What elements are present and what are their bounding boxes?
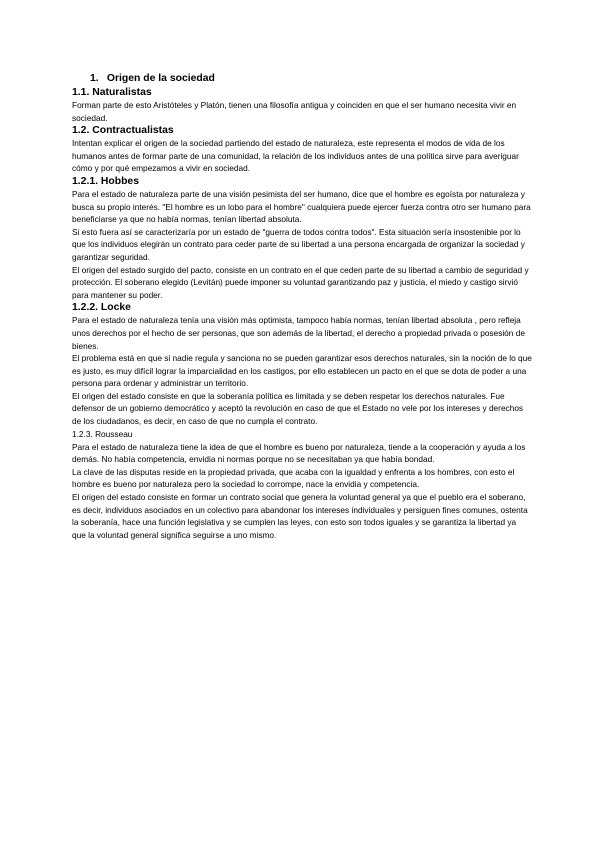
paragraph-rousseau-2: La clave de las disputas reside en la propiedad privada, que acaba con la igualdad y enfrenta a los hombres, con esto el hombre es bueno por naturaleza pero la sociedad lo corrompe, nace la envidia y competencia. [72,466,515,490]
title-text: Origen de la sociedad [106,73,215,84]
paragraph-rousseau-1: Para el estado de naturaleza tiene la idea de que el hombre es bueno por naturaleza, tiende a la cooperación y ayuda a los demás. No había competencia, envidia ni normas porque no se necesitaban ya que había bondad. [72,441,526,465]
heading-rousseau: 1.2.3. Rousseau [72,428,133,439]
heading-hobbes: 1.2.1. Hobbes [72,175,139,187]
paragraph-hobbes-3: El origen del estado surgido del pacto, consiste en un contrato en el que ceden parte de su libertad a cambio de seguridad y protección. El soberano elegido (Levitán) puede imponer su voluntad garantizando paz y justicia, el miedo y castigo sirvió para mantener su poder. [72,264,529,300]
paragraph-locke-2: El problema está en que si nadie regula y sanciona no se pueden garantizar esos derechos naturales, sin la noción de lo que es justo, es muy difícil lograr la imparcialidad en los castigos, por ello establecen un pacto en el que se dota de poder a una persona para ordenar y administrar un territorio. [72,353,532,389]
paragraph-rousseau-3: El origen del estado consiste en formar un contrato social que genera la voluntad general ya que el pueblo era el soberano, es decir, individuos asociados en un colectivo para abandonar los intereses individuales y persiguen fines comunes, ostenta la soberanía, hace una función legislativa y se cumplen las leyes, con esto son todos iguales y se garantiza la libertad ya que la voluntad general significa seguirse a uno mismo. [72,492,528,540]
paragraph-contractualistas: Intentan explicar el origen de la sociedad partiendo del estado de naturaleza, este representa el modos de vida de los humanos antes de formar parte de una comunidad, la relación de los individuos antes de una política sirve para averiguar cómo y por qué empezamos a vivir en sociedad. [72,138,519,174]
page-title [90,72,532,85]
heading-contractualistas: 1.2. Contractualistas [72,125,174,137]
paragraph-hobbes-2: Si esto fuera así se caracterizaría por un estado de "guerra de todos contra todos". Esta situación sería insostenible por lo que los individuos elegirán un contrato para ceder parte de su libertad a una persona encargada de organizar la sociedad y garantizar seguridad. [72,226,525,262]
paragraph-locke-3: El origen del estado consiste en que la soberanía política es limitada y se deben respetar los derechos naturales. Fue defensor de un gobierno democrático y aceptó la revolución en caso de que el Estado no vele por los intereses y derechos de los ciudadanos, es decir, en caso de que no cumpla el contrato. [72,390,524,427]
paragraph-locke-1: Para el estado de naturaleza tenía una visión más optimista, tampoco había normas, tenían libertad absoluta , pero refleja unos derechos por el hecho de ser personas, que son además de la libertad, el derecho a propiedad privada o posesión de bienes. [72,315,525,351]
heading-locke: 1.2.2. Locke [72,302,131,314]
document-body [72,72,532,541]
title-number: 1. [90,73,99,84]
heading-naturalistas: 1.1. Naturalistas [72,87,152,98]
paragraph-hobbes-1: Para el estado de naturaleza parte de una visión pesimista del ser humano, dice que el hombre es egoísta por naturaleza y busca su propio interés. "El hombre es un lobo para el hombre" cualquiera puede ejercer fuerza contra otro ser humano para beneficiarse ya que no había normas, tenían libertad absoluta. [72,188,531,225]
paragraph-naturalistas: Forman parte de esto Aristóteles y Platón, tienen una filosofía antigua y coinciden en que el ser humano necesita vivir en sociedad. [72,100,517,123]
